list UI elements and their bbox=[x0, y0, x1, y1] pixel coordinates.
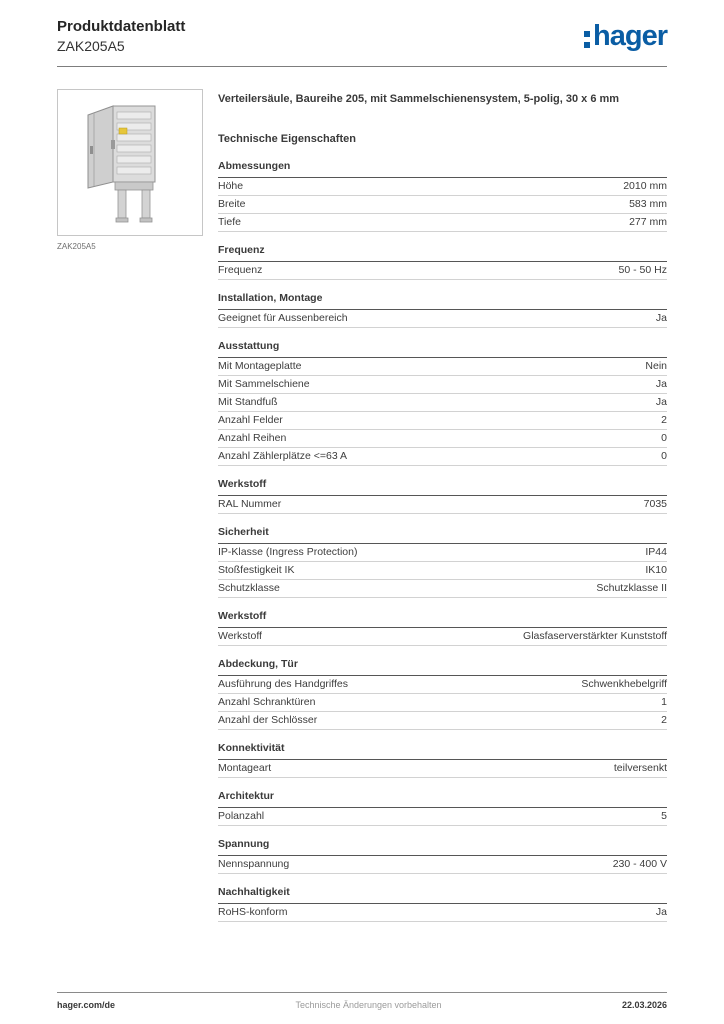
product-code: ZAK205A5 bbox=[57, 37, 125, 54]
content-area bbox=[57, 89, 667, 934]
spec-label: RAL Nummer bbox=[218, 497, 282, 510]
spec-label: Höhe bbox=[218, 179, 244, 192]
spec-value: Ja bbox=[655, 377, 667, 390]
spec-value: 1 bbox=[661, 695, 667, 708]
spec-value: 0 bbox=[661, 431, 667, 444]
spec-row bbox=[218, 544, 667, 562]
spec-section-heading: Spannung bbox=[218, 838, 667, 856]
spec-label: IP-Klasse (Ingress Protection) bbox=[218, 545, 358, 558]
spec-row bbox=[218, 430, 667, 448]
spec-section bbox=[218, 526, 667, 598]
spec-label: Stoßfestigkeit IK bbox=[218, 563, 295, 576]
footer-row bbox=[57, 993, 667, 1010]
spec-section bbox=[218, 244, 667, 280]
spec-row bbox=[218, 676, 667, 694]
spec-row bbox=[218, 580, 667, 598]
spec-row bbox=[218, 694, 667, 712]
spec-row bbox=[218, 496, 667, 514]
spec-sections bbox=[218, 160, 667, 922]
spec-row bbox=[218, 412, 667, 430]
spec-label: Tiefe bbox=[218, 215, 241, 228]
product-description: Verteilersäule, Baureihe 205, mit Sammelschienensystem, 5-polig, 30 x 6 mm bbox=[218, 92, 620, 105]
spec-section-heading: Architektur bbox=[218, 790, 667, 808]
spec-value: 2 bbox=[661, 713, 667, 726]
product-image bbox=[57, 89, 203, 236]
spec-value: 0 bbox=[661, 449, 667, 462]
spec-value: 5 bbox=[661, 809, 667, 822]
spec-row bbox=[218, 760, 667, 778]
spec-section bbox=[218, 292, 667, 328]
spec-row bbox=[218, 310, 667, 328]
spec-row bbox=[218, 394, 667, 412]
hager-logo-text: hager bbox=[593, 19, 667, 52]
spec-section-heading: Sicherheit bbox=[218, 526, 667, 544]
spec-label: Anzahl der Schlösser bbox=[218, 713, 318, 726]
spec-section bbox=[218, 886, 667, 922]
spec-label: Anzahl Reihen bbox=[218, 431, 287, 444]
spec-section-heading: Abdeckung, Tür bbox=[218, 658, 667, 676]
spec-section-heading: Installation, Montage bbox=[218, 292, 667, 310]
spec-row bbox=[218, 358, 667, 376]
spec-value: 230 - 400 V bbox=[612, 857, 667, 870]
footer-date: 22.03.2026 bbox=[621, 1000, 667, 1010]
spec-section bbox=[218, 340, 667, 466]
hager-logo-colon-icon bbox=[584, 31, 590, 48]
spec-row bbox=[218, 448, 667, 466]
technical-properties-title: Technische Eigenschaften bbox=[218, 132, 356, 145]
spec-section bbox=[218, 160, 667, 232]
spec-value: Ja bbox=[655, 395, 667, 408]
spec-row bbox=[218, 214, 667, 232]
spec-value: 50 - 50 Hz bbox=[618, 263, 667, 276]
spec-section-heading: Frequenz bbox=[218, 244, 667, 262]
spec-label: Mit Montageplatte bbox=[218, 359, 302, 372]
spec-value: 7035 bbox=[643, 497, 667, 510]
spec-value: 2 bbox=[661, 413, 667, 426]
spec-value: Schwenkhebelgriff bbox=[581, 677, 667, 690]
spec-label: Werkstoff bbox=[218, 629, 262, 642]
spec-label: Frequenz bbox=[218, 263, 263, 276]
product-image-column bbox=[57, 89, 203, 934]
spec-section-heading: Abmessungen bbox=[218, 160, 667, 178]
spec-label: Breite bbox=[218, 197, 246, 210]
spec-row bbox=[218, 856, 667, 874]
header-divider bbox=[57, 66, 667, 67]
spec-value: Schutzklasse II bbox=[596, 581, 667, 594]
spec-value: IK10 bbox=[645, 563, 667, 576]
spec-value: teilversenkt bbox=[613, 761, 667, 774]
spec-section bbox=[218, 610, 667, 646]
spec-section-heading: Nachhaltigkeit bbox=[218, 886, 667, 904]
spec-value: Ja bbox=[655, 905, 667, 918]
spec-section bbox=[218, 790, 667, 826]
spec-value: Glasfaserverstärkter Kunststoff bbox=[523, 629, 667, 642]
spec-row bbox=[218, 628, 667, 646]
spec-section bbox=[218, 838, 667, 874]
spec-row bbox=[218, 808, 667, 826]
footer-notice: Technische Änderungen vorbehalten bbox=[295, 1000, 442, 1010]
spec-label: Schutzklasse bbox=[218, 581, 280, 594]
spec-label: Mit Sammelschiene bbox=[218, 377, 310, 390]
spec-row bbox=[218, 262, 667, 280]
spec-section-heading: Werkstoff bbox=[218, 610, 667, 628]
spec-label: Anzahl Schranktüren bbox=[218, 695, 316, 708]
spec-value: 277 mm bbox=[629, 215, 667, 228]
product-image-caption: ZAK205A5 bbox=[57, 241, 96, 251]
spec-label: Montageart bbox=[218, 761, 272, 774]
spec-row bbox=[218, 196, 667, 214]
spec-row bbox=[218, 376, 667, 394]
spec-section bbox=[218, 658, 667, 730]
page-header bbox=[57, 18, 667, 55]
spec-label: Anzahl Felder bbox=[218, 413, 283, 426]
spec-label: Nennspannung bbox=[218, 857, 290, 870]
spec-row bbox=[218, 562, 667, 580]
spec-section-heading: Ausstattung bbox=[218, 340, 667, 358]
spec-label: Polanzahl bbox=[218, 809, 265, 822]
spec-value: 2010 mm bbox=[623, 179, 667, 192]
document-title: Produktdatenblatt bbox=[57, 18, 186, 35]
spec-value: IP44 bbox=[645, 545, 667, 558]
spec-section bbox=[218, 742, 667, 778]
product-image-drawing bbox=[74, 98, 186, 226]
footer-website-link[interactable]: hager.com/de bbox=[57, 1000, 116, 1010]
spec-label: Geeignet für Aussenbereich bbox=[218, 311, 348, 324]
header-titles bbox=[57, 18, 185, 55]
spec-row bbox=[218, 712, 667, 730]
spec-column bbox=[218, 89, 667, 934]
spec-label: Ausführung des Handgriffes bbox=[218, 677, 348, 690]
spec-value: Nein bbox=[645, 359, 667, 372]
spec-value: 583 mm bbox=[629, 197, 667, 210]
spec-label: RoHS-konform bbox=[218, 905, 288, 918]
page-footer bbox=[57, 992, 667, 1010]
spec-row bbox=[218, 178, 667, 196]
spec-section-heading: Konnektivität bbox=[218, 742, 667, 760]
spec-value: Ja bbox=[655, 311, 667, 324]
spec-section bbox=[218, 478, 667, 514]
hager-logo bbox=[584, 19, 667, 52]
spec-label: Mit Standfuß bbox=[218, 395, 278, 408]
spec-label: Anzahl Zählerplätze <=63 A bbox=[218, 449, 348, 462]
spec-row bbox=[218, 904, 667, 922]
spec-section-heading: Werkstoff bbox=[218, 478, 667, 496]
